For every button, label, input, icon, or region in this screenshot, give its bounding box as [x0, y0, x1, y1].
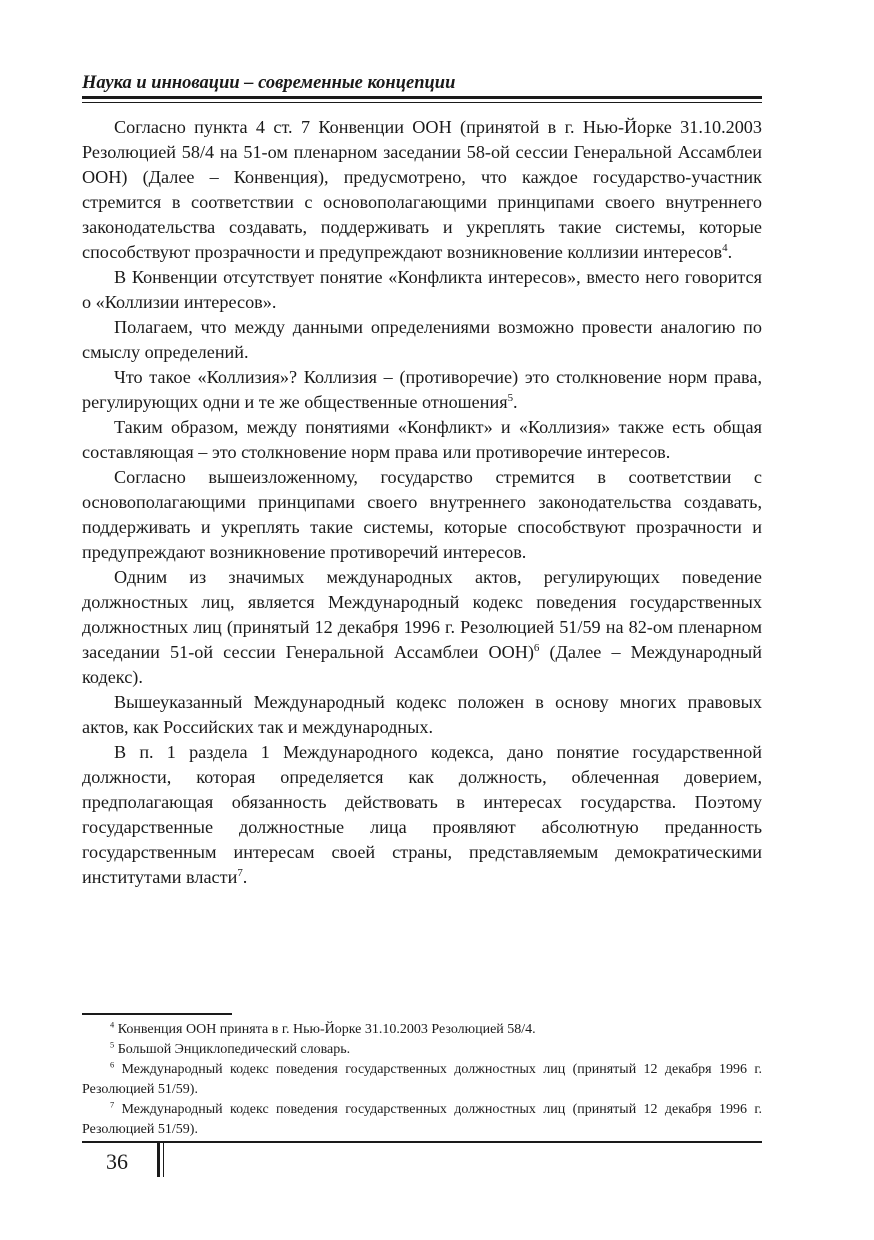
paragraph-2: В Конвенции отсутствует понятие «Конфликта интересов», вместо него говорится о «Коллизии интересов».	[82, 267, 762, 312]
paragraph-4	[82, 365, 762, 415]
footer-vertical-bar-thick	[157, 1143, 160, 1177]
footnote-ref-4[interactable]: 4	[722, 241, 728, 254]
paragraph-3: Полагаем, что между данными определениями возможно провести аналогию по смыслу определений.	[82, 317, 762, 362]
paragraph-1-text: Согласно пункта 4 ст. 7 Конвенции ООН (принятой в г. Нью-Йорке 31.10.2003 Резолюцией 58/4 на 51-ом пленарном заседании 58-ой сессии Генеральной Ассамблеи ООН) (Далее – Конвенция), предусмотрено, что каждое государство-участник стремится в соответствии с основополагающими принципами своего внутреннего законодательства создавать, поддерживать и укреплять такие системы, которые способствуют прозрачности и предупреждают возникновение коллизии интересов	[82, 117, 762, 262]
paragraph-7-text: Одним из значимых международных актов, регулирующих поведение должностных лиц, является Международный кодекс поведения государственных должностных лиц (принятый 12 декабря 1996 г. Резолюцией 51/59 на 82-ом пленарном заседании 51-ой сессии Генеральной Ассамблеи ООН)	[82, 567, 762, 662]
footnote-7	[82, 1100, 762, 1140]
paragraph-4-text: Что такое «Коллизия»? Коллизия – (противоречие) это столкновение норм права, регулирующих одни и те же общественные отношения	[82, 367, 762, 412]
paragraph-9-tail: .	[242, 867, 248, 887]
footnote-ref-5[interactable]: 5	[507, 391, 514, 404]
paragraph-9	[82, 740, 762, 890]
paragraph-8: Вышеуказанный Международный кодекс положен в основу многих правовых актов, как Российских так и международных.	[82, 692, 762, 737]
paragraph-5: Таким образом, между понятиями «Конфликт» и «Коллизия» также есть общая составляющая – это столкновение норм права или противоречие интересов.	[82, 417, 762, 462]
footnote-6-number: 6	[110, 1060, 115, 1070]
footnote-6-text: Международный кодекс поведения государственных должностных лиц (принятый 12 декабря 1996 г. Резолюцией 51/59).	[82, 1062, 762, 1097]
paragraph-7	[82, 565, 762, 690]
paragraph-1-tail: .	[727, 242, 733, 262]
paragraph-9-text: В п. 1 раздела 1 Международного кодекса, дано понятие государственной должности, которая определяется как должность, облеченная доверием, предполагающая обязанность действовать в интересах государства. Поэтому государственные должностные лица проявляют абсолютную преданность государственным интересам своей страны, представляемым демократическими институтами власти	[82, 742, 762, 887]
footnote-5	[82, 1040, 762, 1060]
footnote-4-number: 4	[110, 1020, 115, 1030]
footnote-4-text: Конвенция ООН принята в г. Нью-Йорке 31.10.2003 Резолюцией 58/4.	[114, 1022, 536, 1037]
footnote-separator	[82, 1013, 232, 1015]
header-rule-thin	[82, 102, 762, 103]
paragraph-1	[82, 115, 762, 265]
header-rule-thick	[82, 96, 762, 99]
body-text	[82, 115, 762, 890]
paragraph-6: Согласно вышеизложенному, государство стремится в соответствии с основополагающими принципами своего внутреннего законодательства создавать, поддерживать и укреплять такие системы, которые способствуют прозрачности и предупреждают возникновение противоречий интересов.	[82, 467, 762, 562]
footnote-5-number: 5	[110, 1040, 115, 1050]
footer-vertical-bar-thin	[163, 1143, 164, 1177]
footnote-6	[82, 1060, 762, 1100]
footnote-5-text: Большой Энциклопедический словарь.	[114, 1042, 351, 1057]
footnote-ref-6[interactable]: 6	[533, 641, 540, 654]
footnote-7-number: 7	[110, 1100, 115, 1110]
footnote-4	[82, 1020, 762, 1040]
footnote-7-text: Международный кодекс поведения государственных должностных лиц (принятый 12 декабря 1996 г. Резолюцией 51/59).	[82, 1102, 762, 1137]
footer-rule	[82, 1141, 762, 1143]
paragraph-4-tail: .	[513, 392, 518, 412]
footnotes	[82, 1020, 762, 1140]
running-header: Наука и инновации – современные концепции	[82, 73, 456, 93]
paragraph-7-tail: (Далее – Международный кодекс).	[82, 642, 762, 687]
page-number: 36	[106, 1149, 128, 1174]
footnote-ref-7[interactable]: 7	[237, 866, 243, 879]
